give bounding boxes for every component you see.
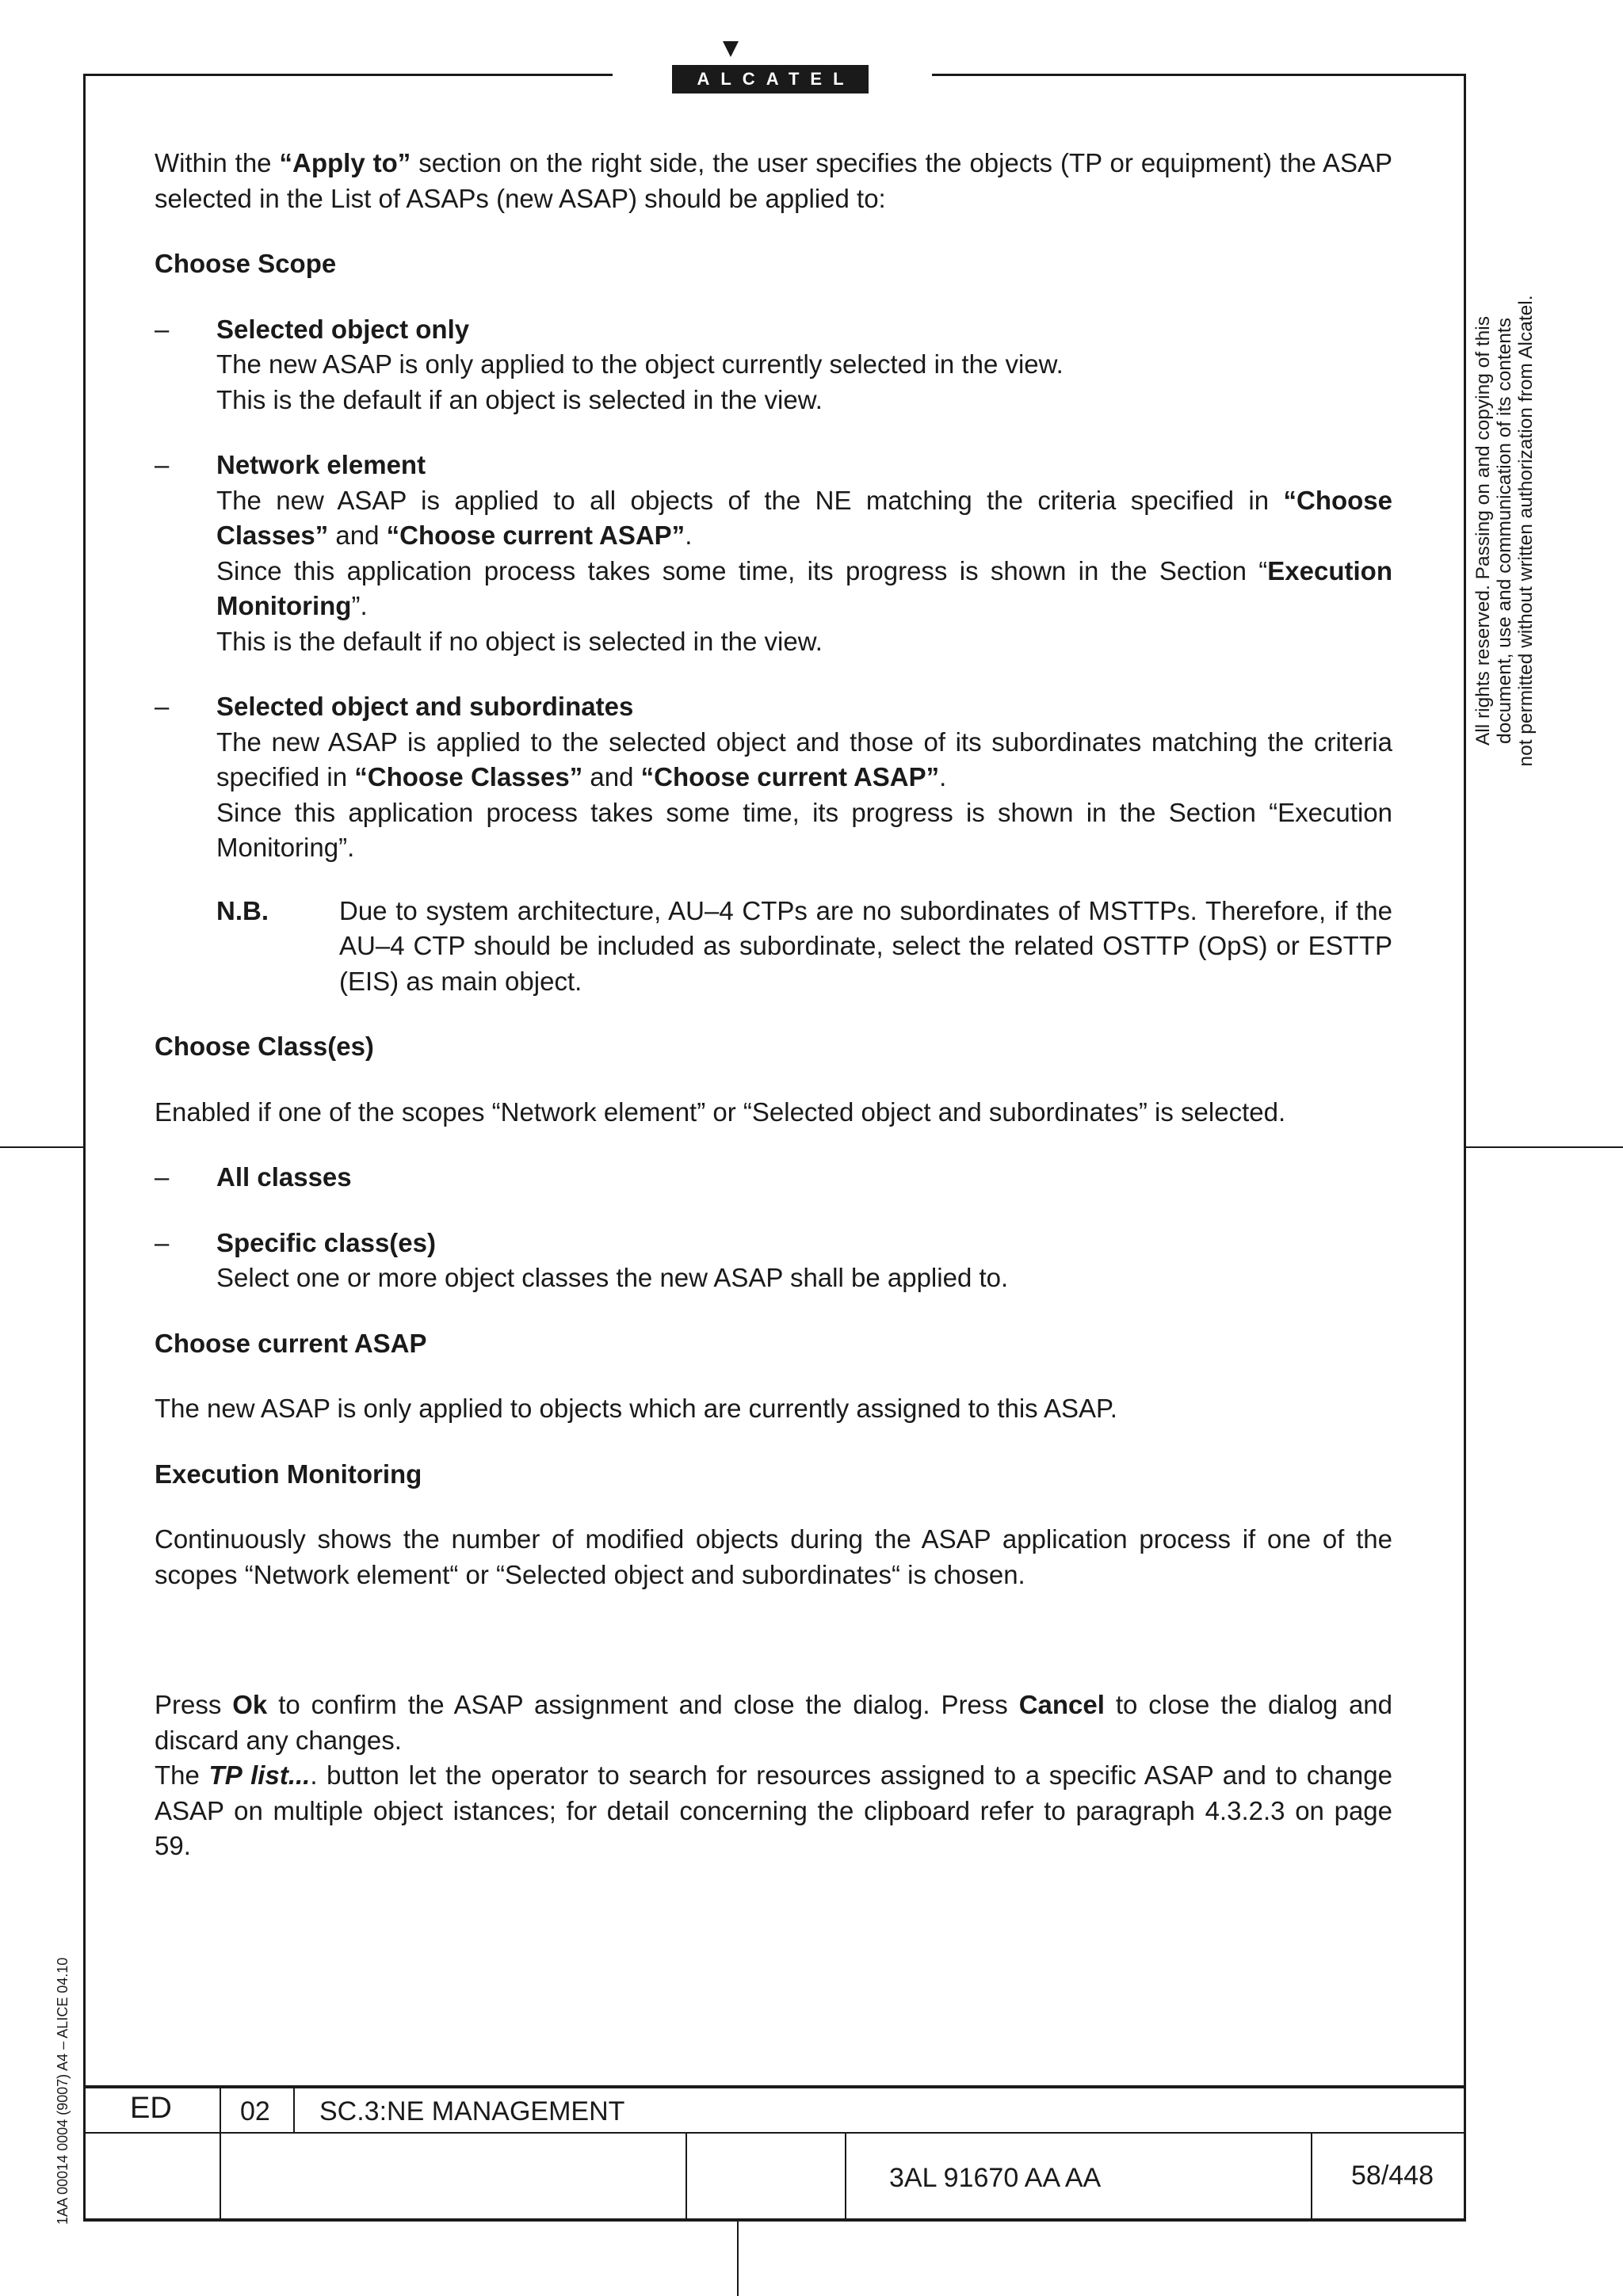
heading-choose-scope: Choose Scope [155,249,337,278]
class-item-all: – All classes [155,1162,352,1192]
heading-choose-current-asap: Choose current ASAP [155,1328,427,1358]
footer-divider-4 [845,2132,846,2221]
intro-paragraph: Within the “Apply to” section on the right side, the user specifies the objects (TP or equipment) the ASAP selected in the List of ASAPs (new ASAP) should be applied to: [155,148,1392,213]
closing-paragraph: Press Ok to confirm the ASAP assignment and close the dialog. Press Cancel to close the dialog and discard any changes. [155,1690,1392,1755]
footer-page-number: 58/448 [1351,2161,1434,2191]
monitoring-text: Continuously shows the number of modified objects during the ASAP application process if one of the scopes “Network element“ or “Selected object and subordinates“ is chosen. [155,1524,1392,1589]
bottom-center-mark [737,2221,739,2296]
logo-triangle-icon [723,41,739,57]
scope-item-selected-object: – Selected object only The new ASAP is only applied to the object currently selected in the view. This is the default if an object is selected in the view. [155,314,1064,414]
frame-top-right [932,74,1466,76]
copyright-notice: All rights reserved. Passing on and copying of this document, use and communication of its contents not permitted without written authorization from Alcatel. [1472,295,1537,767]
footer-ed-value: 02 [240,2096,270,2126]
footer-divider-1 [220,2085,221,2221]
scope-item-network-element: – Network element The new ASAP is applied to all objects of the NE matching the criteria specified in “Choose Classes” and “Choose current ASAP”. Since this application process takes some time, its progress is shown in the Section “Execution Monitoring”. This is the default if no object is selected in the view. [155,450,1392,656]
alcatel-logo: ALCATEL [672,65,869,93]
footer-section: SC.3:NE MANAGEMENT [319,2096,625,2126]
tp-list-paragraph: The TP list.... button let the operator to search for resources assigned to a specific ASAP and to change ASAP on multiple object istances; for detail concerning the clipboard refer to paragraph 4.3.2.3 on page 59. [155,1760,1392,1860]
footer-divider-5 [1311,2132,1312,2221]
footer-doc-number: 3AL 91670 AA AA [889,2163,1102,2193]
footer-top-border [83,2085,1466,2088]
scope-item-selected-and-subordinates: – Selected object and subordinates The new ASAP is applied to the selected object and those of its subordinates matching the criteria specified in “Choose Classes” and “Choose current ASAP”. Since this application process takes some time, its progress is shown in the Section “Execution Monitoring”. [155,692,1392,862]
footer-middle-border [83,2132,1466,2134]
classes-text: Enabled if one of the scopes “Network element” or “Selected object and subordinates” is selected. [155,1097,1286,1127]
frame-top-left [83,74,613,76]
footer-bottom-border [83,2218,1466,2222]
footer-ed-label: ED [130,2092,172,2125]
heading-choose-classes: Choose Class(es) [155,1032,374,1061]
document-body [155,146,1392,1864]
fold-mark-right [1466,1146,1623,1148]
footer-divider-2 [293,2085,295,2134]
heading-execution-monitoring: Execution Monitoring [155,1459,422,1489]
fold-mark-left [0,1146,83,1148]
footer-divider-3 [685,2132,687,2221]
class-item-specific: – Specific class(es) Select one or more object classes the new ASAP shall be applied to. [155,1227,1009,1292]
frame-left [83,74,86,2221]
form-code: 1AA 00014 0004 (9007) A4 – ALICE 04.10 [55,1957,71,2225]
current-asap-text: The new ASAP is only applied to objects which are currently assigned to this ASAP. [155,1394,1117,1423]
nb-note: N.B. Due to system architecture, AU–4 CTPs are no subordinates of MSTTPs. Therefore, if the AU–4 CTP should be included as subordinate, select the related OSTTP (OpS) or ESTTP (EIS) as main object. [216,895,1392,996]
